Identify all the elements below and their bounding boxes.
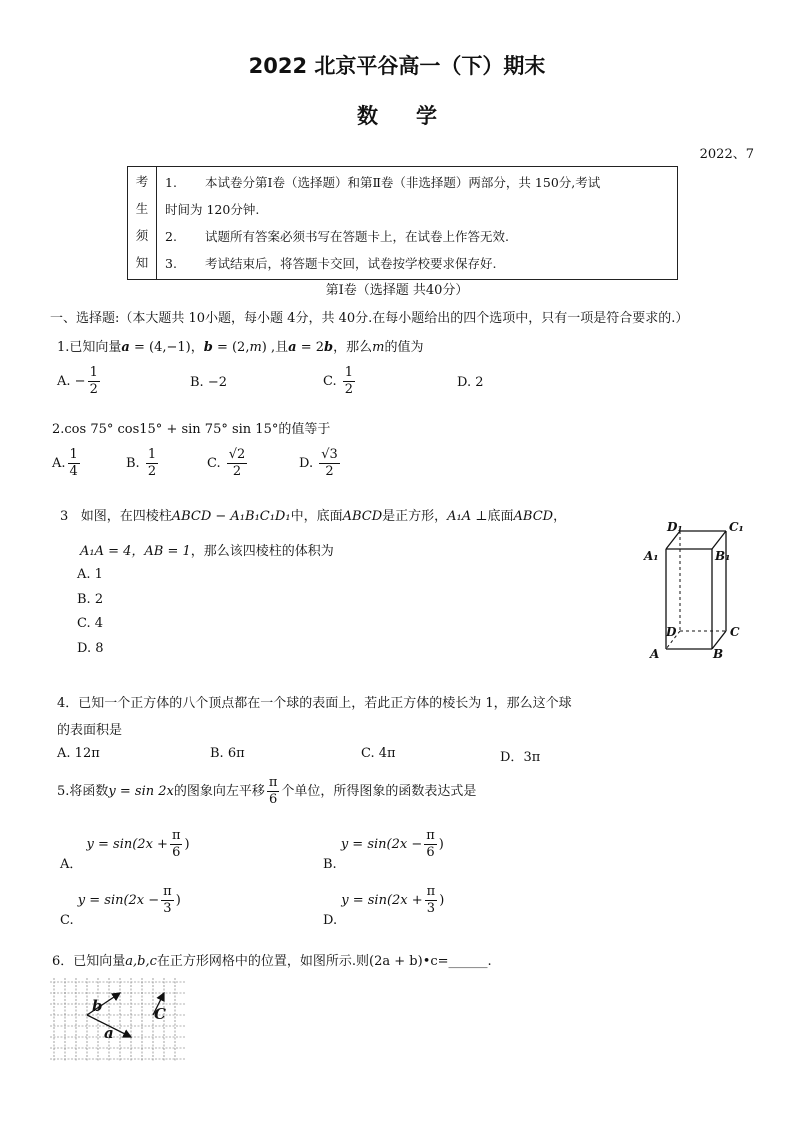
q4-option-d: D．3π (500, 750, 541, 765)
q2-option-d: D. $\frac{√3}{2}$ (299, 447, 338, 479)
question-6-stem: 6．已知向量a,b,c在正方形网格中的位置，如图所示.则(2a + b)•c=______. (52, 954, 492, 969)
question-4-line-2: 的表面积是 (57, 723, 123, 738)
label-d: D (666, 625, 677, 639)
q4-option-b: B. 6π (210, 746, 245, 761)
label-b: B (713, 647, 724, 661)
section-1-heading: 一、选择题:（本大题共 10小题，每小题 4分，共 40分.在每小题给出的四个选项中，只有一项是符合要求的.） (50, 311, 689, 326)
notice-table (127, 166, 678, 280)
q5-option-b: B. y = sin(2x − $\frac{\pi}{6}$ ) (323, 828, 444, 872)
vector-grid-figure (50, 978, 186, 1062)
notice-body (157, 167, 678, 280)
q2-option-c: C. $\frac{√2}{2}$ (207, 447, 246, 479)
label-c1: C₁ (729, 520, 744, 534)
q4-option-a: A. 12π (57, 746, 100, 761)
question-2-stem: 2.cos 75° cos15° + sin 75° sin 15°的值等于 (52, 422, 331, 437)
q5-option-c: C. y = sin(2x − $\frac{\pi}{3}$ ) (60, 884, 181, 928)
question-4-line-1: 4．已知一个正方体的八个顶点都在一个球的表面上，若此正方体的棱长为 1，那么这个球 (57, 696, 572, 711)
q1-option-d: D. 2 (457, 375, 484, 390)
label-vec-a: a (104, 1024, 114, 1042)
q3-option-a: A. 1 (77, 567, 103, 582)
label-c: C (730, 625, 740, 639)
notice-item-1: 1. 本试卷分第Ⅰ卷（选择题）和第Ⅱ卷（非选择题）两部分，共 150分,考试 (165, 175, 601, 190)
q4-option-c: C. 4π (361, 746, 396, 761)
paper-title: 2022 北京平谷高一（下）期末 (248, 54, 546, 78)
question-5-stem: 5.将函数y = sin 2x的图象向左平移 $\frac{\pi}{6}$ 个单位，所得图象的函数表达式是 (57, 775, 477, 807)
question-1-stem: 1.已知向量a = (4,−1)，b = (2,m) ,且a = 2b，那么m的值为 (57, 340, 424, 355)
label-d1: D₁ (667, 520, 683, 534)
answer-blank[interactable]: ______ (448, 954, 488, 969)
notice-label: 考 生 须 知 (128, 167, 157, 280)
question-3-line-1: 3 如图，在四棱柱ABCD − A₁B₁C₁D₁中，底面ABCD是正方形，A₁A ⊥底面ABCD， (60, 509, 567, 524)
q5-option-d: D. y = sin(2x + $\frac{\pi}{3}$ ) (323, 884, 445, 928)
q3-option-d: D. 8 (77, 641, 104, 656)
question-3-line-2: A₁A = 4，AB = 1，那么该四棱柱的体积为 (80, 544, 334, 559)
q3-option-b: B. 2 (77, 592, 104, 607)
label-a1: A₁ (644, 549, 659, 563)
exam-date: 2022、7 (699, 147, 754, 162)
label-b1: B₁ (715, 549, 731, 563)
prism-figure (640, 515, 750, 665)
q1-option-c: C. $\frac{1}{2}$ (323, 365, 354, 397)
label-vec-b: b (92, 997, 103, 1015)
q2-option-b: B. $\frac{1}{2}$ (126, 447, 157, 479)
volume-1-heading: 第Ⅰ卷（选择题 共40分） (325, 283, 469, 298)
label-vec-c: C (154, 1005, 166, 1023)
q1-option-b: B. −2 (190, 375, 227, 390)
q1-option-a: A. − $\frac{1}{2}$ (57, 365, 98, 397)
notice-item-2: 2. 试题所有答案必须书写在答题卡上，在试卷上作答无效. (165, 229, 509, 244)
q3-option-c: C. 4 (77, 616, 104, 631)
notice-item-1-cont: 时间为 120分钟. (165, 202, 260, 217)
q5-option-a: A． y = sin(2x + $\frac{\pi}{6}$ ) (60, 828, 190, 872)
label-a: A (650, 647, 660, 661)
q2-option-a: A. $\frac{1}{4}$ (52, 447, 78, 479)
subject-title: 数学 (357, 104, 475, 128)
notice-item-3: 3. 考试结束后，将答题卡交回，试卷按学校要求保存好. (165, 256, 497, 271)
